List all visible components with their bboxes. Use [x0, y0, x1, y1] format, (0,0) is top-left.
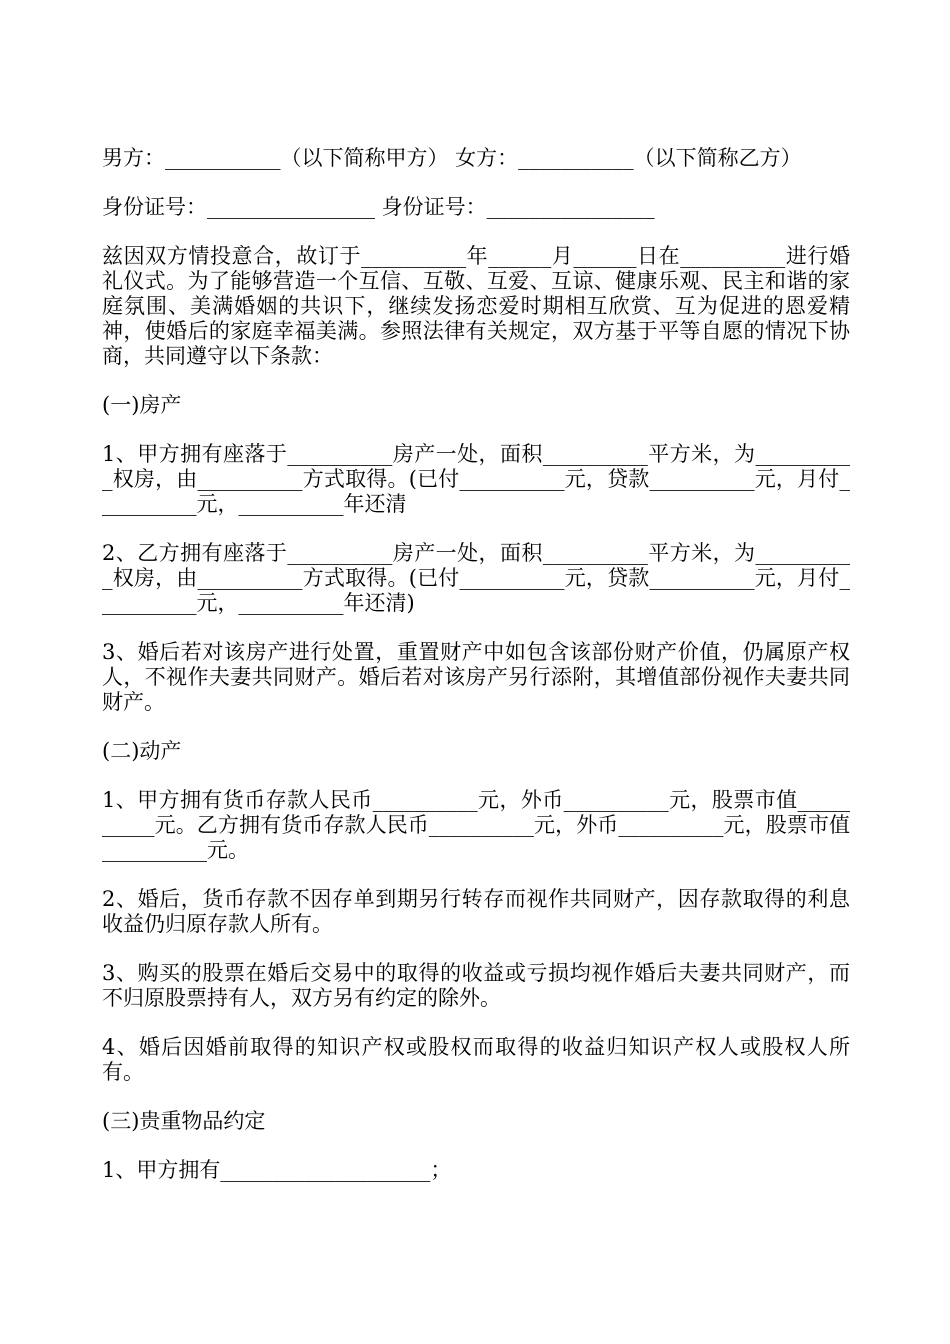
parties-line: 男方：___________（以下简称甲方） 女方：___________（以下简称乙方） — [102, 146, 802, 170]
section-heading-movable-property: (二)动产 — [102, 739, 182, 763]
clause-real-estate-2: 2、乙方拥有座落于__________房产一处，面积__________平方米，为__________权房，由__________方式取得。(已付__________元，贷款__________元，月付__________元，__________年还清) — [102, 541, 850, 615]
clause-movable-4: 4、婚后因婚前取得的知识产权或股权而取得的收益归知识产权人或股权人所有。 — [102, 1035, 850, 1084]
clause-real-estate-3: 3、婚后若对该房产进行处置，重置财产中如包含该部份财产价值，仍属原产权人，不视作夫妻共同财产。婚后若对该房产另行添附，其增值部份视作夫妻共同财产。 — [102, 640, 850, 714]
document-page — [102, 146, 850, 1207]
clause-movable-2: 2、婚后，货币存款不因存单到期另行转存而视作共同财产，因存款取得的利息收益仍归原存款人所有。 — [102, 887, 850, 936]
section-heading-valuables: (三)贵重物品约定 — [102, 1109, 266, 1133]
section-heading-real-estate: (一)房产 — [102, 393, 182, 417]
clause-real-estate-1: 1、甲方拥有座落于__________房产一处，面积__________平方米，为__________权房，由__________方式取得。(已付__________元，贷款__________元，月付__________元，__________年还清 — [102, 442, 850, 516]
clause-movable-1: 1、甲方拥有货币存款人民币__________元，外币__________元，股票市值__________元。乙方拥有货币存款人民币__________元，外币__________元，股票市值__________元。 — [102, 788, 850, 862]
preamble-paragraph: 兹因双方情投意合，故订于__________年______月______日在__________进行婚礼仪式。为了能够营造一个互信、互敬、互爱、互谅、健康乐观、民主和谐的家庭氛围、美满婚姻的共识下，继续发扬恋爱时期相互欣赏、互为促进的恩爱精神，使婚后的家庭幸福美满。参照法律有关规定，双方基于平等自愿的情况下协商，共同遵守以下条款： — [102, 244, 850, 368]
clause-valuables-1: 1、甲方拥有____________________； — [102, 1158, 452, 1182]
id-number-line: 身份证号：________________ 身份证号：________________ — [102, 195, 655, 219]
clause-movable-3: 3、购买的股票在婚后交易中的取得的收益或亏损均视作婚后夫妻共同财产，而不归原股票持有人，双方另有约定的除外。 — [102, 961, 850, 1010]
